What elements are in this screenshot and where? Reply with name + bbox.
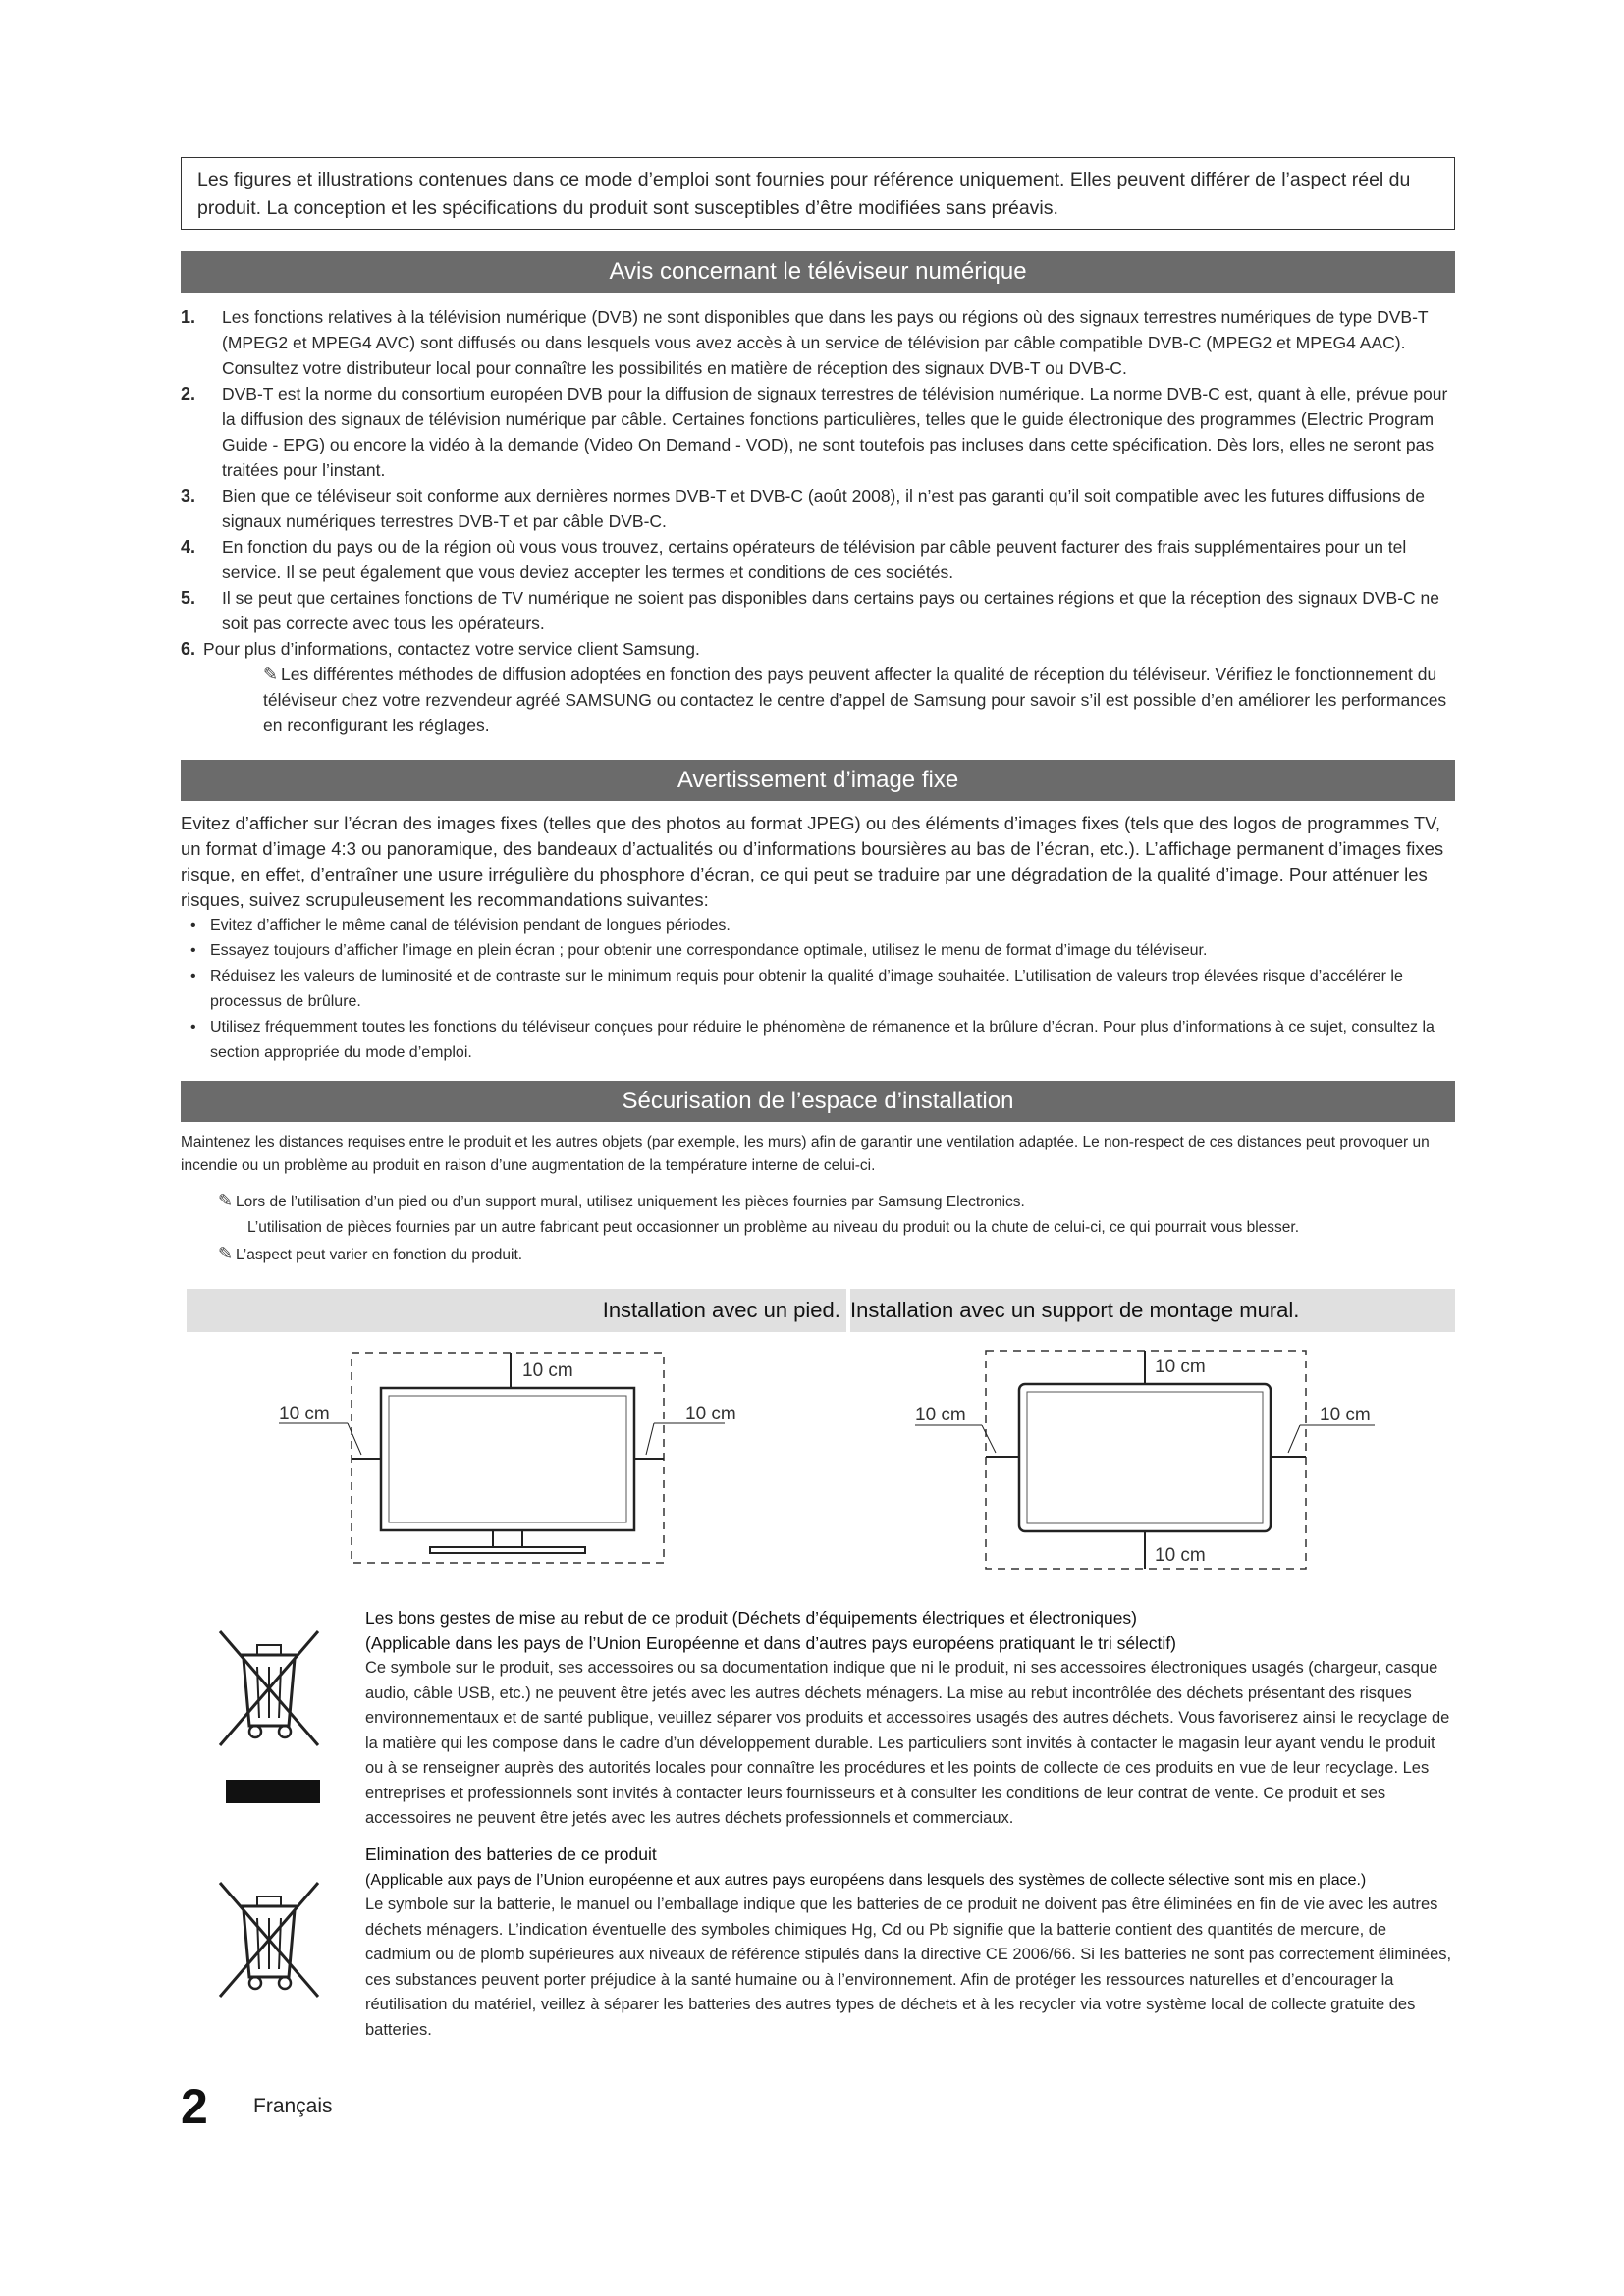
note-text: L’utilisation de pièces fournies par un autre fabricant peut occasionner un problème au niveau du produit ou la chute de celui-ci, ce qui pourrait vous blesser. (247, 1219, 1300, 1236)
list-item (181, 381, 1457, 483)
list-item (181, 636, 1457, 662)
still-image-bullets (187, 913, 1455, 1066)
wall-diagram-svg (903, 1345, 1394, 1571)
crossed-bin-icon (210, 1875, 328, 2009)
bottom-distance-label: 10 cm (1155, 1545, 1206, 1566)
battery-disposal-block (365, 1842, 1455, 2043)
list-text: DVB-T est la norme du consortium européen DVB pour la diffusion de signaux terrestres de télévision numérique. La norme DVB-C est, quant à elle, prévue pour la diffusion des signaux de télévision numérique par câble. Certaines fonctions particulières, telles que le guide électronique des programmes (Electric Program Guide - EPG) ou encore la vidéo à la demande (Video On Demand - VOD), ne sont toutefois pas incluses dans cette spécification. Dès lors, elles ne seront pas traitées pour l’instant. (222, 384, 1448, 480)
list-number: 5. (181, 588, 196, 608)
list-item (181, 534, 1457, 585)
note-pencil-icon: ✎ (218, 1244, 234, 1263)
list-item (181, 304, 1457, 381)
battery-body: Le symbole sur la batterie, le manuel ou l’emballage indique que les batteries de ce produit ne doivent pas être éliminées en fin de vie avec les autres déchets ménagers. L’indication éventuelle des symboles chimiques Hg, Cd ou Pb signifie que la batterie contient des quantités de mercure, de cadmium ou de plomb supérieures aux niveaux de référence stipulés dans la directive CE 2006/66. Si les batteries ne sont pas correctement éliminées, ces substances peuvent porter préjudice à la santé humaine ou à l’environnement. Afin de protéger les ressources naturelles et d’encourager la réutilisation du matériel, veillez à séparer les batteries des autres types de déchets et à les recycler via votre système local de collecte gratuite des batteries. (365, 1896, 1452, 2039)
list-text: En fonction du pays ou de la région où vous vous trouvez, certains opérateurs de télévision par câble peuvent facturer des frais supplémentaires pour un tel service. Il se peut également que vous deviez accepter les termes et conditions de ces sociétés. (222, 537, 1407, 582)
install-stand-header (187, 1289, 846, 1332)
list-item (181, 483, 1457, 534)
weee-black-bar (226, 1780, 320, 1803)
bullet-item: • Essayez toujours d’afficher l’image en plein écran ; pour obtenir une correspondance optimale, utilisez le menu de format d’image du téléviseur. (187, 938, 1455, 964)
list-item (181, 585, 1457, 636)
weee-body: Ce symbole sur le produit, ses accessoires ou sa documentation indique que ni le produit, ni ses accessoires électroniques usagés (chargeur, casque audio, câble USB, etc.) ne peuvent être jetés avec les autres déchets ménagers. La mise au rebut incontrôlée des déchets présentant des risques environnementaux et de santé publique, veuillez séparer vos produits et accessoires usagés des autres déchets. Vous favoriserez ainsi le recyclage de la matière qui les compose dans le cadre d’un développement durable. Les particuliers sont invités à contacter le magasin leur ayant vendu le produit ou à se renseigner auprès des autorités locales pour connaître les procédures et les points de collecte de ces produits en vue de leur recyclage. Les entreprises et professionnels sont invités à contacter leurs fournisseurs et à consulter les conditions de leur contrat de vente. Ce produit et ses accessoires ne peuvent être jetés avec les autres déchets professionnels et commerciaux. (365, 1659, 1450, 1827)
intro-notice: Les figures et illustrations contenues dans ce mode d’emploi sont fournies pour référence uniquement. Elles peuvent différer de l’aspect réel du produit. La conception et les spécifications du produit sont susceptibles d’être modifiées sans préavis. (181, 157, 1455, 230)
weee-title: Les bons gestes de mise au rebut de ce produit (Déchets d’équipements électriques et électroniques) (365, 1608, 1138, 1628)
battery-subtitle: (Applicable aux pays de l’Union européenne et aux autres pays européens dans lesquels des systèmes de collecte sélective sont mis en place.) (365, 1871, 1367, 1889)
list-text: Il se peut que certaines fonctions de TV numérique ne soient pas disponibles dans certains pays ou certaines régions et que la réception des signaux DVB-C ne soit pas correcte avec tous les opérateurs. (222, 588, 1440, 633)
install-wall-header (850, 1289, 1455, 1332)
install-wall-label: Installation avec un support de montage mural. (850, 1298, 1300, 1322)
left-distance-label: 10 cm (915, 1405, 966, 1425)
bullet-item: • Evitez d’afficher le même canal de télévision pendant de longues périodes. (187, 913, 1455, 938)
list-text: Bien que ce téléviseur soit conforme aux dernières normes DVB-T et DVB-C (août 2008), il n’est pas garanti qu’il soit compatible avec les futures diffusions de signaux numériques terrestres DVB-T et par câble DVB-C. (222, 486, 1425, 531)
note (218, 1241, 1455, 1268)
bullet-item: • Utilisez fréquemment toutes les fonctions du téléviseur conçues pour réduire le phénomène de rémanence et la brûlure d’écran. Pour plus d’informations à ce sujet, consultez la section appropriée du mode d’emploi. (187, 1015, 1455, 1066)
section-title-still-image (181, 760, 1455, 801)
note (263, 662, 1457, 738)
stand-install-diagram (265, 1345, 736, 1575)
list-text: Pour plus d’informations, contactez votre service client Samsung. (203, 639, 700, 659)
right-distance-label: 10 cm (685, 1404, 736, 1424)
page-language: Français (253, 2095, 333, 2117)
still-image-paragraph: Evitez d’afficher sur l’écran des images fixes (telles que des photos au format JPEG) ou des éléments d’images fixes (tels que des logos de programmes TV, un format d’image 4:3 ou panoramique, des bandeaux d’actualités ou d’informations boursières au bas de l’écran, etc.). L’affichage permanent d’images fixes risque, en effet, d’entraîner une usure irrégulière du phosphore d’écran, ce qui peut se traduire par une dégradation de la qualité d’image. Pour atténuer les risques, suivez scrupuleusement les recommandations suivantes: (181, 813, 1444, 910)
digital-tv-list (181, 304, 1457, 738)
list-text: Les fonctions relatives à la télévision numérique (DVB) ne sont disponibles que dans les pays ou régions où des signaux terrestres numériques de type DVB-T (MPEG2 et MPEG4 AVC) sont diffusés ou dans lesquels vous avez accès à un service de télévision par câble compatible DVB-C (MPEG2 et MPEG4 AAC). Consultez votre distributeur local pour connaître les possibilités en matière de réception des signaux DVB-T ou DVB-C. (222, 307, 1429, 378)
top-distance-label: 10 cm (1155, 1357, 1206, 1377)
list-number: 2. (181, 384, 196, 403)
list-number: 6. (181, 639, 196, 659)
page-number: 2 (181, 2079, 208, 2134)
weee-disposal-block (365, 1606, 1455, 1832)
top-distance-label: 10 cm (522, 1361, 573, 1381)
section-title-text: Avertissement d’image fixe (677, 767, 959, 793)
wall-install-diagram (903, 1345, 1394, 1575)
list-number: 1. (181, 307, 196, 327)
section-title-text: Avis concernant le téléviseur numérique (609, 258, 1027, 285)
weee-subtitle: (Applicable dans les pays de l’Union Européenne et dans d’autres pays européens pratiquant le tri sélectif) (365, 1632, 1176, 1653)
note-pencil-icon: ✎ (263, 665, 279, 684)
right-distance-label: 10 cm (1320, 1405, 1371, 1425)
list-number: 3. (181, 486, 196, 506)
stand-diagram-svg (265, 1345, 736, 1571)
note-pencil-icon: ✎ (218, 1191, 234, 1210)
crossed-bin-icon (210, 1624, 328, 1758)
bullet-item: • Réduisez les valeurs de luminosité et de contraste sur le minimum requis pour obtenir la qualité d’image souhaitée. L’utilisation de valeurs trop élevées risque d’accélérer le processus de brûlure. (187, 964, 1455, 1015)
left-distance-label: 10 cm (279, 1404, 330, 1424)
list-number: 4. (181, 537, 196, 557)
battery-title: Elimination des batteries de ce produit (365, 1844, 657, 1864)
note (218, 1215, 1455, 1241)
note-text: Les différentes méthodes de diffusion adoptées en fonction des pays peuvent affecter la qualité de réception du téléviseur. Vérifiez le fonctionnement du téléviseur chez votre rezvendeur agréé SAMSUNG ou contactez le centre d’appel de Samsung pour savoir s’il est possible d’en améliorer les performances en reconfigurant les réglages. (263, 665, 1447, 735)
section-title-installation (181, 1081, 1455, 1122)
note-text: Lors de l’utilisation d’un pied ou d’un support mural, utilisez uniquement les pièces fournies par Samsung Electronics. (236, 1194, 1025, 1210)
installation-paragraph: Maintenez les distances requises entre le produit et les autres objets (par exemple, les murs) afin de garantir une ventilation adaptée. Le non-respect de ces distances peut provoquer un incendie ou un problème au produit en raison d’une augmentation de la température interne de celui-ci. (181, 1134, 1430, 1174)
install-stand-label: Installation avec un pied. (602, 1298, 840, 1322)
installation-notes (218, 1188, 1455, 1268)
note-text: L’aspect peut varier en fonction du produit. (236, 1247, 523, 1263)
section-title-text: Sécurisation de l’espace d’installation (622, 1088, 1014, 1114)
note (218, 1188, 1455, 1215)
section-title-digital-tv (181, 251, 1455, 293)
